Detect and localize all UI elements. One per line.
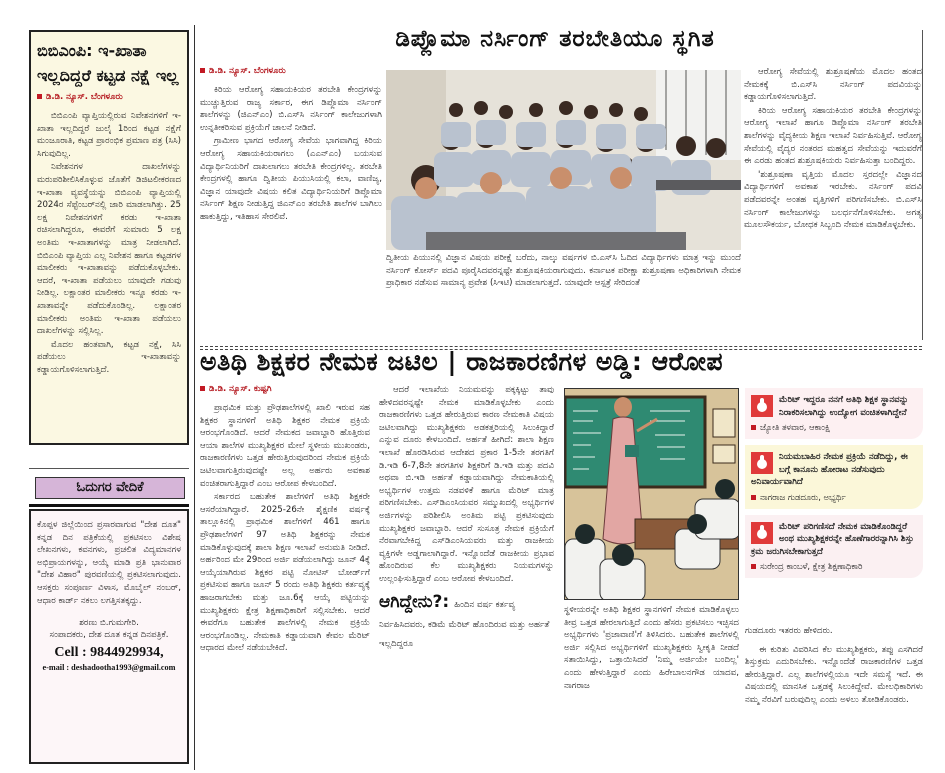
column-rule bbox=[922, 30, 923, 340]
article-paragraph: 'ಶುಶ್ರೂಷಣಾ ವೃತ್ತಿಯ ಮೊದಲ ಸ್ತರದಲ್ಲೇ ವಿಜ್ಞಾನದ ವಿದ್ಯಾರ್ಥಿಗಳಿಗೆ ಅವಕಾಶ ಇರಬೇಕು. ನರ್ಸಿಂಗ್ ಪದವಿ ಪಡೆದವರನ್ನೇ ಅಂತಹ ವೃತ್ತಿಗಳಿಗೆ ಪರಿಗಣಿಸಬೇಕು. ಬಿ.ಎಸ್‌ಸಿ ನರ್ಸಿಂಗ್ ಕಾಲೇಜುಗಳನ್ನು ಬಲರ್ಧನೆಗೊಳಿಸಬೇಕು. ಅಗತ್ಯ ಮೂಲಸೌಕರ್ಯ, ಬೋಧಕ ಸಿಬ್ಬಂದಿ ನೇಮಕ ಮಾಡಿಕೊಳ್ಳಬೇಕು. bbox=[744, 169, 922, 231]
quote-attribution bbox=[751, 560, 917, 572]
article-paragraph: ಈ ಕುರಿತು ವಿವರಿಸಿದ ಕೆಲ ಮುಖ್ಯಶಿಕ್ಷಕರು, ತಪ್ಪು ಎಸಗಿದರೆ ಶಿಸ್ತುಕ್ರಮ ಎದುರಿಸಬೇಕು. ಇನ್ನೊಂದೆಡೆ ರಾಜಕಾರಣಿಗಳ ಒತ್ತಡ ಹೇರುತ್ತಿದ್ದಾರೆ. ಎಲ್ಲ ಶಾಲೆಗಳಲ್ಲಿಯೂ ಇದೇ ಸಮಸ್ಯೆ ಇದೆ. ಈ ವಿಷಯದಲ್ಲಿ ಮಾನಸಿಕ ಒತ್ತಡಕ್ಕೆ ಸಿಲುಕಿದ್ದೇವೆ. ಮೇಲಧಿಕಾರಿಗಳು ನಮ್ಮ ನೆರವಿಗೆ ಬರುವುದಿಲ್ಲ ಎಂದು ಅಳಲು ತೋಡಿಕೊಂಡರು. bbox=[745, 644, 923, 705]
classroom-photo-illustration bbox=[386, 70, 741, 250]
quote-drop-icon bbox=[751, 522, 773, 544]
quote-author: ನಾಗರಾಜ ಗುಡದೂರು, ಅಭ್ಯರ್ಥಿ bbox=[760, 491, 846, 502]
quote-author: ಸುರೇಂದ್ರ ಕಾಂಬಳೆ, ಕ್ಷೇತ್ರ ಶಿಕ್ಷಣಾಧಿಕಾರಿ bbox=[760, 561, 863, 571]
article-paragraph: ಆರೋಗ್ಯ ಸೇವೆಯಲ್ಲಿ ಶುಶ್ರೂಷಣೆಯ ಮೊದಲ ಹಂತದ ನೇಮಕಕ್ಕೆ ಬಿ.ಎಸ್‌ಸಿ ನರ್ಸಿಂಗ್ ಪದವಿಯನ್ನು ಕಡ್ಡಾಯಗೊಳಿಸಲಾಗುತ್ತಿದೆ. bbox=[744, 67, 922, 103]
quote-drop-icon bbox=[751, 452, 773, 474]
article-paragraph: ಕಿರಿಯ ಆರೋಗ್ಯ ಸಹಾಯಕಿಯರ ತರಬೇತಿ ಕೇಂದ್ರಗಳನ್ನು ಆರೋಗ್ಯ ಇಲಾಖೆ ಹಾಗೂ ಡಿಪ್ಲೊಮಾ ನರ್ಸಿಂಗ್ ತರಬೇತಿ ಶಾಲೆಗಳನ್ನು ವೈದ್ಯಕೀಯ ಶಿಕ್ಷಣ ಇಲಾಖೆ ನಿರ್ವಹಿಸುತ್ತಿವೆ. ಆರೋಗ್ಯ ಸೇವೆಯಲ್ಲಿ ವೈದ್ಯರ ನಂತರದ ಮಹತ್ವದ ಸೇವೆಯನ್ನು ಇದುವರೆಗೆ ಈ ಎರಡು ಹಂತದ ಶುಶ್ರೂಷಕಿಯರು ನಿರ್ವಹಿಸುತ್ತಾ ಬಂದಿದ್ದರು. bbox=[744, 105, 922, 167]
classroom-drawing bbox=[565, 389, 739, 600]
quote-text: ನಿಯಮಬಾಹಿರ ನೇಮಕ ಪ್ರಕ್ರಿಯೆ ನಡೆದಿದ್ದು, ಈ ಬಗ್ಗೆ ಕಾನೂನು ಹೋರಾಟ ನಡೆಸುವುದು ಅನಿವಾರ್ಯವಾಗಿದೆ bbox=[751, 452, 908, 487]
editor-credit bbox=[37, 617, 181, 641]
bottom-story-headline: ಅತಿಥಿ ಶಿಕ್ಷಕರ ನೇಮಕ ಜಟಿಲ | ರಾಜಕಾರಣಿಗಳ ಅಡ್ಡಿ: ಆರೋಪ bbox=[200, 347, 724, 376]
article-paragraph: ಸರ್ಕಾರದ ಬಹುತೇಕ ಶಾಲೆಗಳಿಗೆ ಅತಿಥಿ ಶಿಕ್ಷಕರೇ ಆಸರೆಯಾಗಿದ್ದಾರೆ. 2025-26ನೇ ಶೈಕ್ಷಣಿಕ ವರ್ಷಕ್ಕೆ ತಾಲ್ಲೂಕಿನಲ್ಲಿ ಪ್ರಾಥಮಿಕ ಶಾಲೆಗಳಿಗೆ 461 ಹಾಗೂ ಪ್ರೌಢಶಾಲೆಗಳಿಗೆ 97 ಅತಿಥಿ ಶಿಕ್ಷಕರನ್ನು ನೇಮಕ ಮಾಡಿಕೊಳ್ಳುವುದಕ್ಕೆ ಶಾಲಾ ಶಿಕ್ಷಣ ಇಲಾಖೆ ಅನುಮತಿ ನೀಡಿದೆ. ಅರ್ಹರಿಂದ ಮೇ 29ರಿಂದ ಅರ್ಜಿ ಪಡೆಯಲಾಗಿದ್ದು ಜೂನ್ 4ಕ್ಕೆ ಆಯ್ಕೆಯಾಗಿರುವ ಶಿಕ್ಷಕರ ಪಟ್ಟಿ ನೋಟಿಸ್ ಬೋರ್ಡ್‌ಗೆ ಪ್ರಕಟಿಸುವ ಹಾಗೂ ಜೂನ್ 5 ರಂದು ಅತಿಥಿ ಶಿಕ್ಷಕರು ಕರ್ತವ್ಯಕ್ಕೆ ಹಾಜರಾಗಬೇಕು ಮತ್ತು ಜೂ.6ಕ್ಕೆ ಆಯ್ಕೆ ಪಟ್ಟಿಯನ್ನು ಮುಖ್ಯಶಿಕ್ಷಕರು ಕ್ಷೇತ್ರ ಶಿಕ್ಷಣಾಧಿಕಾರಿಗೆ ಸಲ್ಲಿಸಬೇಕು. ಆದರೆ ಈವರೆಗೂ ಬಹುತೇಕ ಶಾಲೆಗಳಲ್ಲಿ ನೇಮಕ ಪ್ರಕ್ರಿಯೆ ಆರಂಭಗೊಂಡಿಲ್ಲ. ನೇಮಕಾತಿ ಕಡ್ಡಾಯವಾಗಿ ಕೇವಲ ಮೆರಿಟ್ ಆಧಾರದ ಮೇಲೆ ನಡೆಯಬೇಕಿದೆ. bbox=[200, 492, 371, 654]
editor-name: ಶರಣು ಬಿ.ಗುಮಗೇರಿ. bbox=[79, 618, 139, 629]
divider bbox=[29, 468, 189, 469]
left-byline bbox=[37, 92, 181, 102]
quotes-panel bbox=[745, 388, 923, 584]
subhead-text: ಹಿಂದಿನ ವರ್ಷ ಕರ್ತವ್ಯ ನಿರ್ವಹಿಸಿದವರು, ಕಡಿಮೆ ಮೆರಿಟ್ ಹೊಂದಿರುವ ಮತ್ತು ಅರ್ಹತೆ ಇಲ್ಲದಿದ್ದರೂ bbox=[379, 599, 550, 650]
bullet-icon bbox=[751, 564, 756, 569]
bullet-icon bbox=[751, 425, 756, 430]
top-story-column-3 bbox=[744, 66, 922, 233]
quote-text: ಮೆರಿಟ್ ಪರಿಗಣಿಸದೆ ನೇಮಕ ಮಾಡಿಕೊಂಡಿದ್ದರೆ ಅಂಥ ಮುಖ್ಯಶಿಕ್ಷಕರನ್ನೇ ಹೊಣೆಗಾರರನ್ನಾಗಿಸಿ ಶಿಸ್ತು ಕ್ರಮ ಜರುಗಿಸಬೇಕಾಗುತ್ತದೆ bbox=[751, 521, 914, 557]
bottom-byline-text: ಡಿ.ಡಿ. ನ್ಯೂಸ್. ಕುಷ್ಟಗಿ bbox=[209, 384, 272, 394]
left-paragraph: ನಿವೇಶನಗಳ ದಾಖಲೆಗಳನ್ನು ಮರುಪರಿಶೀಲಿಸಿಕೊಳ್ಳುವ ಜೊತೆಗೆ ಡಿಜಿಟಲೀಕರಣದ ಇ-ಖಾತಾ ವ್ಯವಸ್ಥೆಯನ್ನು ಬಿಬಿಎಂಪಿ ವ್ಯಾಪ್ತಿಯಲ್ಲಿ 2024ರ ಸೆಪ್ಟೆಂಬರ್‌ನಲ್ಲಿ ಜಾರಿ ಮಾಡಲಾಗಿತ್ತು. 25 ಲಕ್ಷ ನಿವೇಶನಗಳಿಗೆ ಕರಡು ಇ-ಖಾತಾ ರಚಿಸಲಾಗಿದ್ದರೂ, ಈವರೆಗೆ ಸುಮಾರು 5 ಲಕ್ಷ ಅಂತಿಮ ಇ-ಖಾತಾಗಳನ್ನು ಮಾತ್ರ ನೀಡಲಾಗಿದೆ. ಬಿಬಿಎಂಪಿ ವ್ಯಾಪ್ತಿಯ ಎಲ್ಲ ನಿವೇಶನ ಹಾಗೂ ಕಟ್ಟಡಗಳ ಮಾಲೀಕರು ಇ-ಖಾತಾವನ್ನು ಪಡೆದುಕೊಳ್ಳಬೇಕು. ಆದರೆ, ಇ-ಖಾತಾ ಪಡೆಯಲು ಯಾವುದೇ ಗಡುವು ನೀಡಿಲ್ಲ. ಲಕ್ಷಾಂತರ ಮಾಲೀಕರು ಇನ್ನೂ ಕರಡು ಇ-ಖಾತಾವನ್ನೇ ಪಡೆದುಕೊಂಡಿಲ್ಲ. ಲಕ್ಷಾಂತರ ಮಾಲೀಕರು ಅಂತಿಮ ಇ-ಖಾತಾ ಪಡೆಯಲು ದಾಖಲೆಗಳನ್ನು ಸಲ್ಲಿಸಿಲ್ಲ. bbox=[37, 162, 181, 337]
quote-text: ಮೆರಿಟ್ ಇದ್ದರೂ ನನಗೆ ಅತಿಥಿ ಶಿಕ್ಷಕ ಸ್ಥಾನವನ್ನು ನಿರಾಕರಿಸಲಾಗಿದ್ದು ಉದ್ಯೋಗ ವಂಚಿತಳಾಗಿದ್ದೇನೆ bbox=[779, 395, 909, 418]
article-paragraph: ಕಿರಿಯ ಆರೋಗ್ಯ ಸಹಾಯಕಿಯರ ತರಬೇತಿ ಕೇಂದ್ರಗಳನ್ನು ಮುಚ್ಚುತ್ತಿರುವ ರಾಜ್ಯ ಸರ್ಕಾರ, ಈಗ ಡಿಪ್ಲೊಮಾ ನರ್ಸಿಂಗ್ ಶಾಲೆಗಳನ್ನು (ಜಿಎನ್‌ಎಂ) ಬಿ.ಎಸ್‌ಸಿ ನರ್ಸಿಂಗ್ ಕಾಲೇಜುಗಳಾಗಿ ಉನ್ನತೀಕರಿಸುವ ಪ್ರಕ್ರಿಯೆಗೆ ಚಾಲನೆ ನೀಡಿದೆ. bbox=[200, 85, 382, 133]
left-byline-text: ಡಿ.ಡಿ. ನ್ಯೂಸ್. ಬೆಂಗಳೂರು bbox=[46, 92, 123, 102]
quote-drop-icon bbox=[751, 395, 773, 417]
photo-caption-text: ದ್ವಿತೀಯ ಪಿಯುನಲ್ಲಿ ವಿಜ್ಞಾನ ವಿಷಯ ಪರೀಕ್ಷೆ ಬರೆದು, ನಾಲ್ಕು ವರ್ಷಗಳ ಬಿ.ಎಸ್‌ಸಿ ಓದಿದ ವಿದ್ಯಾರ್ಥಿಗಳು ಮಾತ್ರ ಇನ್ನು ಮುಂದೆ ನರ್ಸಿಂಗ್ ಕೋರ್ಸ್ ಪದವಿ ಪೂರೈಸಿದವರನ್ನಷ್ಟೇ ಶುಶ್ರೂಷಕಿಯರಾಗುವುದು. ಕರ್ನಾಟಕ ಪರೀಕ್ಷಾ ಶುಶ್ರೂಷಣಾ ಅಧಿಕಾರಿಗಳಾಗಿ ನೇಮಕ ಪ್ರಾಧಿಕಾರ ನಡೆಸುವ ಸಾಮಾನ್ಯ ಪ್ರವೇಶ (ಸಿಇಟಿ) ಮಾಡಲಾಗುತ್ತದೆ. ಯಾವುದೇ ಆಸ್ಪತ್ರೆ ಸೇರಿದಂತೆ bbox=[386, 253, 741, 289]
quote-card bbox=[745, 515, 923, 579]
readers-forum-title: ಓದುಗರ ವೇದಿಕೆ bbox=[35, 477, 185, 499]
editor-title: ಸಂಪಾದಕರು, ದೇಶ ದೂತ ಕನ್ನಡ ದಿನಪತ್ರಿಕೆ. bbox=[49, 630, 169, 641]
readers-forum-body: ಕೊಪ್ಪಳ ಜಿಲ್ಲೆಯಿಂದ ಪ್ರಸಾರವಾಗುವ "ದೇಶ ದೂತ" ಕನ್ನಡ ದಿನ ಪತ್ರಿಕೆಯಲ್ಲಿ ಪ್ರಕಟಿಸಲು ವಿಶೇಷ ಲೇಖನಗಳು, ಕವನಗಳು, ಪ್ರಚಲಿತ ವಿದ್ಯಮಾನಗಳ ಅಭಿಪ್ರಾಯಗಳನ್ನು, ಆಯ್ಕೆ ಮಾಡಿ ಪ್ರತಿ ಭಾನುವಾರ "ದೇಶ ವಿಹಾರ" ಪುರವಣಿಯಲ್ಲಿ ಪ್ರಕಟಿಸಲಾಗುವುದು. ಆಸಕ್ತರು ಸಂಪೂರ್ಣ ವಿಳಾಸ, ಮೊಬೈಲ್ ನಂಬರ್, ಆಧಾರ ಕಾರ್ಡ್ ನಕಲು ಲಗತ್ತಿಸತಕ್ಕದ್ದು. bbox=[37, 520, 181, 606]
article-paragraph: ಗುಡದೂರು ಇತರರು ಹೇಳಿದರು. bbox=[745, 626, 833, 636]
subhead-block bbox=[379, 592, 554, 651]
top-story-column-1 bbox=[200, 66, 382, 225]
left-paragraph: ಮೊದಲ ಹಂತವಾಗಿ, ಕಟ್ಟಡ ನಕ್ಷೆ, ಸಿಸಿ ಪಡೆಯಲು ಇ-ಖಾತಾವನ್ನು ಕಡ್ಡಾಯಗೊಳಿಸಲಾಗುತ್ತಿದೆ. bbox=[37, 339, 181, 375]
bullet-icon bbox=[200, 68, 205, 73]
left-paragraph: ಬಿಬಿಎಂಪಿ ವ್ಯಾಪ್ತಿಯಲ್ಲಿರುವ ನಿವೇಶನಗಳಿಗೆ ಇ-ಖಾತಾ ಇಲ್ಲದಿದ್ದರೆ ಜುಲೈ 1ರಿಂದ ಕಟ್ಟಡ ನಕ್ಷೆಗೆ ಮಂಜೂರಾತಿ, ಕಟ್ಟಡ ಪ್ರಾರಂಭಿಕ ಪ್ರಮಾಣ ಪತ್ರ (ಸಿಸಿ) ಸಿಗುವುದಿಲ್ಲ. bbox=[37, 111, 181, 159]
left-article-body bbox=[37, 110, 181, 376]
nursing-students-photo bbox=[386, 70, 741, 250]
bottom-story-column-2 bbox=[379, 384, 554, 651]
column-rule bbox=[194, 25, 195, 770]
quote-attribution bbox=[751, 421, 917, 433]
quote-author: ಜ್ಯೋತಿ ತಳವಾರ, ಆಕಾಂಕ್ಷಿ bbox=[760, 422, 831, 432]
left-headline: ಬಿಬಿಎಂಪಿ: ಇ-ಖಾತಾ ಇಲ್ಲದಿದ್ದರೆ ಕಟ್ಟಡ ನಕ್ಷೆ ಇಲ್ಲ bbox=[37, 41, 179, 85]
article-paragraph: ಆದರೆ ಇಲಾಖೆಯ ನಿಯಮವನ್ನು ಪಕ್ಕಕ್ಕಿಟ್ಟು ತಾವು ಹೇಳಿದವರನ್ನಷ್ಟೇ ನೇಮಕ ಮಾಡಿಕೊಳ್ಳಬೇಕು ಎಂದು ರಾಜಕಾರಣಿಗಳು ಒತ್ತಡ ಹೇರುತ್ತಿರುವ ಕಾರಣ ನೇಮಕಾತಿ ವಿಷಯ ಜಟಿಲವಾಗಿದ್ದು ಮುಖ್ಯಶಿಕ್ಷಕರು ಅಡಕತ್ತರಿಯಲ್ಲಿ ಸಿಲುಕಿದ್ದಾರೆ ಎನ್ನುವ ದೂರು ಕೇಳಬಂದಿದೆ. ಅರ್ಹತೆ ಹೀಗಿದೆ: ಶಾಲಾ ಶಿಕ್ಷಣ ಇಲಾಖೆ ಹೊರಡಿಸಿರುವ ಆದೇಶದ ಪ್ರಕಾರ 1-5ನೇ ತರಗತಿಗೆ ಡಿ.ಇಡಿ 6-7,8ನೇ ತರಗತಿಗಳ ಶಿಕ್ಷಕರಿಗೆ ಡಿ.ಇಡಿ ಮತ್ತು ಪದವಿ ಅಥವಾ ಬಿ.ಇಡಿ ಅರ್ಹತೆ ಕಡ್ಡಾಯವಾಗಿದ್ದು ನೇಮಕಾತಿಯಲ್ಲಿ ಅಭ್ಯರ್ಥಿಗಳ ಉತ್ತಮ ನಡವಳಿಕೆ ಹಾಗೂ ಮೆರಿಟ್ ಮಾತ್ರ ಪರಿಗಣಿಸಬೇಕು. ಎಸ್‌ಡಿಎಂಸಿಯವರ ಸಮ್ಮುಖದಲ್ಲಿ ಅಭ್ಯರ್ಥಿಗಳ ಅರ್ಜಿಗಳನ್ನು ಪರಿಶೀಲಿಸಿ ಅಂತಿಮ ಪಟ್ಟಿ ಪ್ರಕಟಿಸುವುದು ಮುಖ್ಯಶಿಕ್ಷಕರ ಜವಾಬ್ದಾರಿ. ಆದರೆ ಸುಸೂತ್ರ ನೇಮಕ ಪ್ರಕ್ರಿಯೆಗೆ ನೆರವಾಗಬೇಕಿದ್ದ ಎಸ್‌ಡಿಎಂಸಿಯವರು ಮತ್ತು ರಾಜಕೀಯ ವ್ಯಕ್ತಿಗಳೇ ಅಡ್ಡಗಾಲಾಗಿದ್ದಾರೆ. ಇನ್ನೊಂದೆಡೆ ರಾಜಕೀಯ ಪ್ರಭಾವ ಹೊಂದಿರುವ ಕೆಲ ಮುಖ್ಯಶಿಕ್ಷಕರು ನಿಯಮಗಳನ್ನು ಉಲ್ಲಂಘಿಸುತ್ತಿದ್ದಾರೆ ಎಂಬ ಆರೋಪ ಕೇಳಬಂದಿದೆ. bbox=[379, 385, 554, 584]
bullet-icon bbox=[751, 495, 756, 500]
email-address: e-mail : deshadootha1993@gmail.com bbox=[42, 663, 176, 673]
cell-number: Cell : 9844929934, bbox=[54, 645, 164, 661]
bullet-icon bbox=[200, 386, 205, 391]
bullet-icon bbox=[37, 94, 42, 99]
subhead-title: ಆಗಿದ್ದೇನು?: bbox=[379, 591, 450, 612]
bottom-story-byline bbox=[200, 384, 370, 394]
quote-card bbox=[745, 445, 923, 509]
quote-card bbox=[745, 388, 923, 439]
bottom-story-column-4 bbox=[745, 625, 923, 708]
bottom-story-column-1 bbox=[200, 384, 370, 656]
illustration-side-text: ಸ್ಥಳೀಯರನ್ನೇ ಅತಿಥಿ ಶಿಕ್ಷಕರ ಸ್ಥಾನಗಳಿಗೆ ನೇಮಕ ಮಾಡಿಕೊಳ್ಳಲು ತೀವ್ರ ಒತ್ತಡ ಹೇರಲಾಗುತ್ತಿದೆ ಎಂದು ಹೆಸರು ಪ್ರಕಟಿಸಲು ಇಚ್ಛಿಸದ ಅಭ್ಯರ್ಥಿಗಳು 'ಪ್ರಜಾವಾಣಿ'ಗೆ ತಿಳಿಸಿದರು. ಬಹುತೇಕ ಶಾಲೆಗಳಲ್ಲಿ ಅರ್ಜಿ ಸಲ್ಲಿಸಿದ ಅಭ್ಯರ್ಥಿಗಳಿಗೆ ಮುಖ್ಯಶಿಕ್ಷಕರು ಸ್ವೀಕೃತಿ ನೀಡದೆ ಸತಾಯಿಸಿದ್ದು, ಒತ್ತಾಯಿಸಿದರೆ 'ನಿಮ್ಮ ಅರ್ಜಿಯೇ ಬಂದಿಲ್ಲ' ಎಂದು ಹೇಳುತ್ತಿದ್ದಾರೆ ಎಂದು ಹಿರೇಬಾಲನಗೌಡ ಯಾದವ, ನಾಗರಾಜ bbox=[564, 605, 739, 691]
top-story-byline bbox=[200, 66, 382, 76]
top-story-headline: ಡಿಪ್ಲೊಮಾ ನರ್ಸಿಂಗ್ ತರಬೇತಿಯೂ ಸ್ಥಗಿತ bbox=[395, 26, 715, 52]
article-paragraph: ಪ್ರಾಥಮಿಕ ಮತ್ತು ಪ್ರೌಢಶಾಲೆಗಳಲ್ಲಿ ಖಾಲಿ ಇರುವ ಸಹ ಶಿಕ್ಷಕರ ಸ್ಥಾನಗಳಿಗೆ ಅತಿಥಿ ಶಿಕ್ಷಕರ ನೇಮಕ ಪ್ರಕ್ರಿಯೆ ಆರಂಭಗೊಂಡಿದೆ. ಆದರೆ ನೇಮಕದ ಜವಾಬ್ದಾರಿ ಹೊತ್ತಿರುವ ಆಯಾ ಶಾಲೆಗಳ ಮುಖ್ಯಶಿಕ್ಷಕರ ಮೇಲೆ ಸ್ಥಳೀಯ ಮುಖಂಡರು, ರಾಜಕಾರಣಿಗಳು ಒತ್ತಡ ಹೇರುತ್ತಿರುವುದರಿಂದ ನೇಮಕ ಪ್ರಕ್ರಿಯೆ ಜಟಿಲವಾಗುತ್ತಿರುವುದಷ್ಟೇ ಅಲ್ಲ ಅರ್ಹರು ಅವಕಾಶ ವಂಚಿತರಾಗುತ್ತಿದ್ದಾರೆ ಎಂಬ ಆರೋಪ ಕೇಳಬಂದಿದೆ. bbox=[200, 403, 370, 489]
article-paragraph: ಗ್ರಾಮೀಣ ಭಾಗದ ಆರೋಗ್ಯ ಸೇವೆಯ ಭಾಗವಾಗಿದ್ದ ಕಿರಿಯ ಆರೋಗ್ಯ ಸಹಾಯಕಿಯರಾಗಲು (ಎಎನ್‌ಎಂ) ಬಯಸುವ ವಿದ್ಯಾರ್ಥಿನಿಯರಿಗೆ ದಾಖಲಾಗಲು ತರಬೇತಿ ಕೇಂದ್ರಗಳಿಲ್ಲ. ತರಬೇತಿ ಕೇಂದ್ರಗಳಲ್ಲಿ ಹಾಗೂ ದ್ವಿತೀಯ ಪಿಯುಸಿಯಲ್ಲಿ ಕಲಾ, ವಾಣಿಜ್ಯ, ವಿಜ್ಞಾನ ಯಾವುದೇ ವಿಷಯ ಕಲಿತ ವಿದ್ಯಾರ್ಥಿನಿಯರಿಗೆ ಡಿಪ್ಲೊಮಾ ನರ್ಸಿಂಗ್ ಶಿಕ್ಷಣ ನೀಡುತ್ತಿದ್ದ ಜಿಎನ್‌ಎಂ ತರಬೇತಿ ಶಾಲೆಗಳ ಬಾಗಿಲು ಹಾಕುತ್ತಿದ್ದು, ಇತಿಹಾಸ ಸೇರಲಿವೆ. bbox=[200, 136, 382, 222]
quote-attribution bbox=[751, 491, 917, 503]
left-news-box bbox=[29, 30, 189, 445]
top-byline-text: ಡಿ.ಡಿ. ನ್ಯೂಸ್. ಬೆಂಗಳೂರು bbox=[209, 66, 286, 76]
teacher-classroom-illustration bbox=[564, 388, 739, 600]
divider bbox=[29, 504, 189, 507]
readers-forum-box bbox=[29, 509, 189, 764]
